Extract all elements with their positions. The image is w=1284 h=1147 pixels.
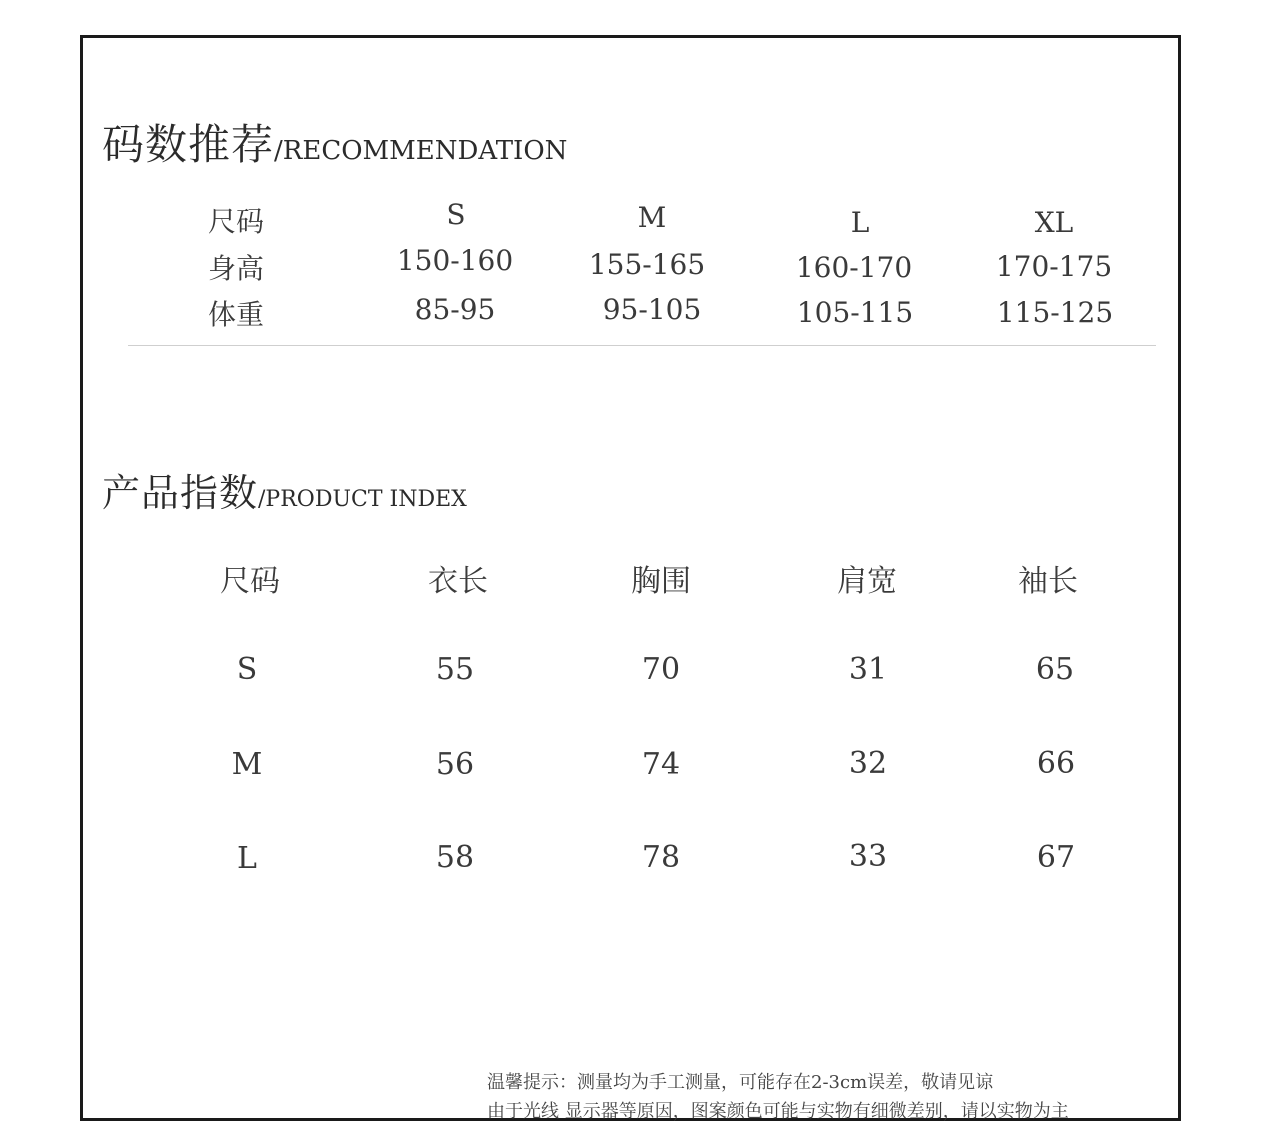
table-cell: 32 [848, 746, 888, 781]
recommendation-title-zh: 码数推荐 [102, 120, 275, 169]
row-label-size: 尺码 [208, 205, 265, 238]
height-cell: 170-175 [995, 250, 1113, 283]
column-header: 衣长 [428, 564, 488, 599]
table-cell: 31 [848, 652, 888, 687]
table-cell: S [236, 652, 258, 687]
recommendation-title-en: /RECOMMENDATION [274, 136, 568, 166]
height-cell: 150-160 [396, 244, 514, 277]
table-cell: 66 [1036, 746, 1076, 781]
table-cell: 70 [641, 652, 681, 687]
row-label-height: 身高 [208, 252, 265, 285]
table-cell: 78 [641, 840, 681, 875]
column-header: 尺码 [220, 564, 280, 599]
section-divider [128, 345, 1156, 346]
table-cell: 56 [435, 747, 475, 782]
column-header: 胸围 [631, 564, 691, 599]
table-cell: 55 [435, 652, 475, 687]
height-cell: 155-165 [588, 248, 706, 281]
recommendation-title [102, 112, 567, 172]
care-note-2: 由于光线 显示器等原因，图案颜色可能与实物有细微差别，请以实物为主 [487, 1101, 1069, 1122]
weight-cell: 85-95 [414, 293, 496, 326]
product-index-title-en: /PRODUCT INDEX [258, 487, 467, 512]
table-cell: 74 [641, 747, 681, 782]
product-index-title [102, 462, 467, 517]
weight-cell: 105-115 [796, 296, 914, 329]
size-cell: S [446, 198, 466, 231]
column-header: 肩宽 [837, 564, 897, 599]
row-label-weight: 体重 [208, 298, 265, 331]
weight-cell: 95-105 [602, 293, 702, 326]
weight-cell: 115-125 [996, 296, 1114, 329]
column-header: 袖长 [1018, 564, 1078, 599]
table-cell: 58 [435, 840, 475, 875]
care-note-1: 温馨提示：测量均为手工测量，可能存在2-3cm误差，敬请见谅 [487, 1072, 994, 1093]
size-cell: M [637, 201, 667, 234]
table-cell: M [231, 747, 263, 782]
product-index-title-zh: 产品指数 [102, 471, 259, 515]
table-cell: 33 [848, 839, 888, 874]
table-cell: 67 [1036, 840, 1076, 875]
size-cell: L [850, 206, 870, 239]
height-cell: 160-170 [795, 251, 913, 284]
table-cell: 65 [1035, 652, 1075, 687]
size-cell: XL [1034, 206, 1074, 239]
table-cell: L [237, 841, 257, 876]
